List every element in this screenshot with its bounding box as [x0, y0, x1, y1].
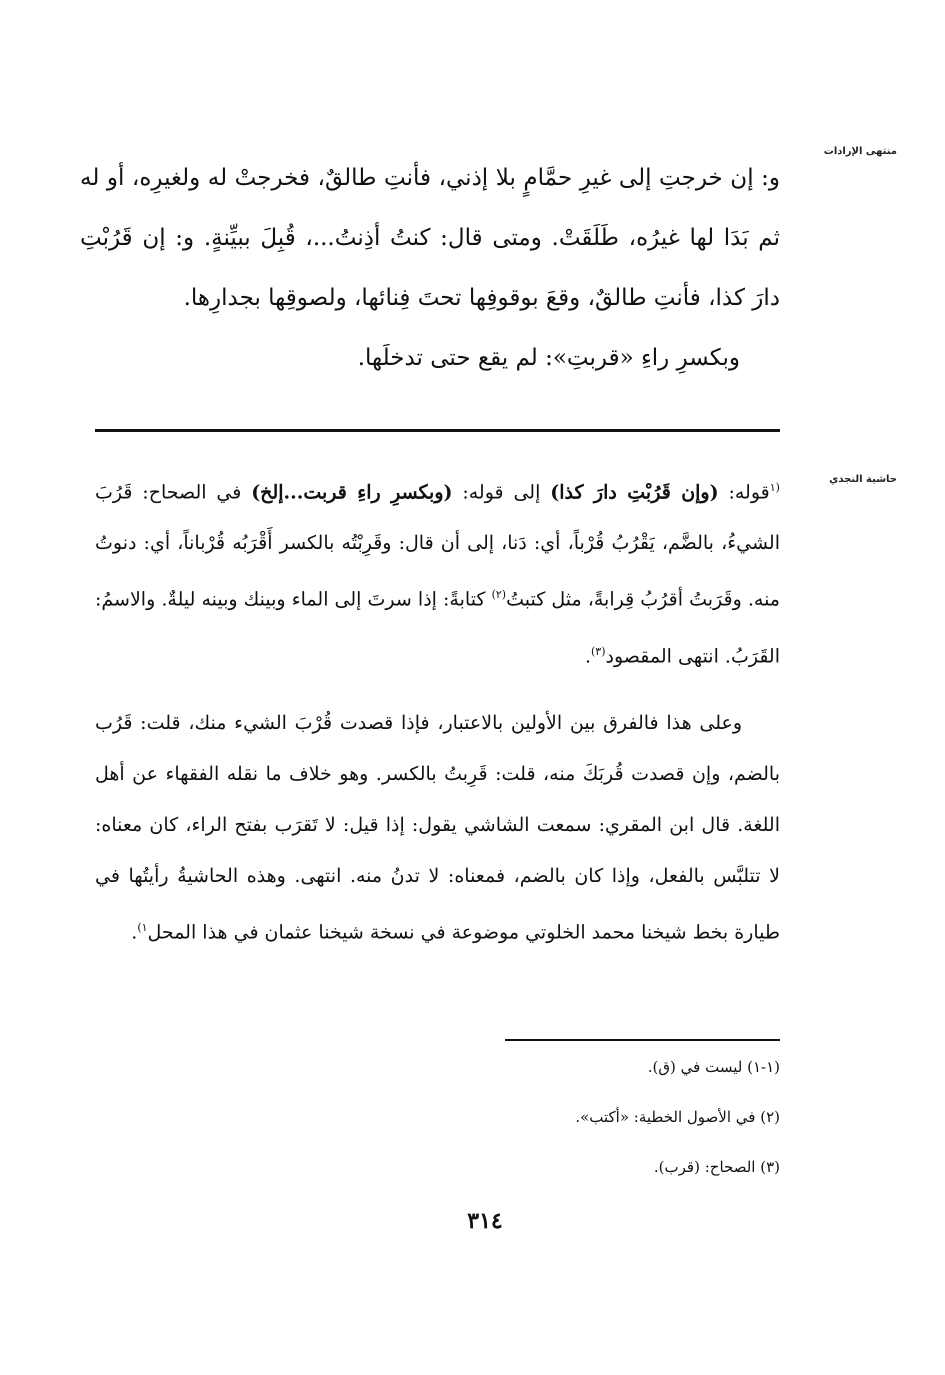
- main-paragraph: و: إن خرجتِ إلى غيرِ حمَّامٍ بلا إذني، فأنتِ طالقٌ، فخرجتْ له ولغيرِه، أو له ثم بَدَا لها غيرُه، طَلَقَتْ. ومتى قال: كنتُ أذِنتُ...، قُبِلَ ببيِّنةٍ. و: إن قَرُبْتِ دارَ كذا، فأنتِ طالقٌ، وقعَ بوقوفِها تحتَ فِنائها، ولصوقِها بجدارِها.: [80, 165, 780, 311]
- footnote-divider: [505, 1039, 780, 1041]
- side-label-commentary: حاشية النجدي: [829, 474, 897, 485]
- footnote-2: (٢) في الأصول الخطية: «أكتب».: [575, 1108, 780, 1126]
- commentary-text: في الصحاح: قَرُبَ الشيءُ، بالضَّم، يَقْرُبُ قُرْباً، أي: دَنا، إلى أن قال: وقَرِبْتُه بالكسر أَقْرَبُه قُرْباناً، أي: دنوتُ منه. وقَرَبتُ أقرُبُ قِرابةً، مثل كتبتُ: [95, 481, 780, 611]
- commentary-mid: إلى قوله:: [452, 481, 551, 504]
- section-divider: [95, 429, 780, 432]
- quoted-phrase-1: (وإن قَرُبْتِ دارَ كذا): [550, 481, 719, 504]
- footnote-ref-2: (٢): [491, 588, 507, 602]
- page-number: ٣١٤: [467, 1208, 503, 1234]
- footnote-3: (٣) الصحاح: (قرب).: [653, 1158, 780, 1176]
- footnote-1: (١-١) ليست في (ق).: [647, 1058, 780, 1076]
- commentary-end: .: [584, 644, 591, 667]
- commentary-paragraph-1: [95, 462, 780, 682]
- commentary-p2-end: .: [131, 921, 138, 944]
- commentary-text-2: كتابةً: إذا سرتَ إلى الماء وبينك وبينه ليلةٌ. والاسمُ: القَرَبُ. انتهى المقصود: [95, 588, 780, 667]
- footnotes: [420, 1052, 780, 1202]
- commentary-p2-text: وعلى هذا فالفرق بين الأولين بالاعتبار، فإذا قصدت قُرْبَ الشيء منك، قلت: قَرُب بالضم، وإن قصدت قُربَكَ منه، قلت: قَرِبتُ بالكسر. وهو خلاف ما نقله الفقهاء عن أهل اللغة. قال ابن المقري: سمعت الشاشي يقول: إذا قيل: لا تَقرَب بفتح الراء، كان معناه: لا تتلبَّس بالفعل، وإذا كان بالضم، فمعناه: لا تدنُ منه. انتهى. وهذه الحاشيةُ رأيتُها في طيارة بخط شيخنا محمد الخلوتي موضوعة في نسخة شيخنا عثمان في هذا المحل: [95, 711, 780, 944]
- footnote-marker: (١: [769, 481, 780, 494]
- side-label-source: منتهى الإرادات: [823, 146, 897, 157]
- commentary: [95, 462, 780, 958]
- main-verse: وبكسرِ راءِ «قربتِ»: لم يقع حتى تدخلَها.: [357, 345, 740, 371]
- footnote-ref-3: (٣): [591, 644, 606, 658]
- quoted-phrase-2: (وبكسرِ راءِ قربت...إلخ): [251, 481, 453, 504]
- main-text: [80, 148, 780, 388]
- commentary-paragraph-2: [95, 698, 780, 958]
- footnote-marker-close: ١): [137, 920, 148, 934]
- commentary-intro: قوله:: [718, 481, 770, 504]
